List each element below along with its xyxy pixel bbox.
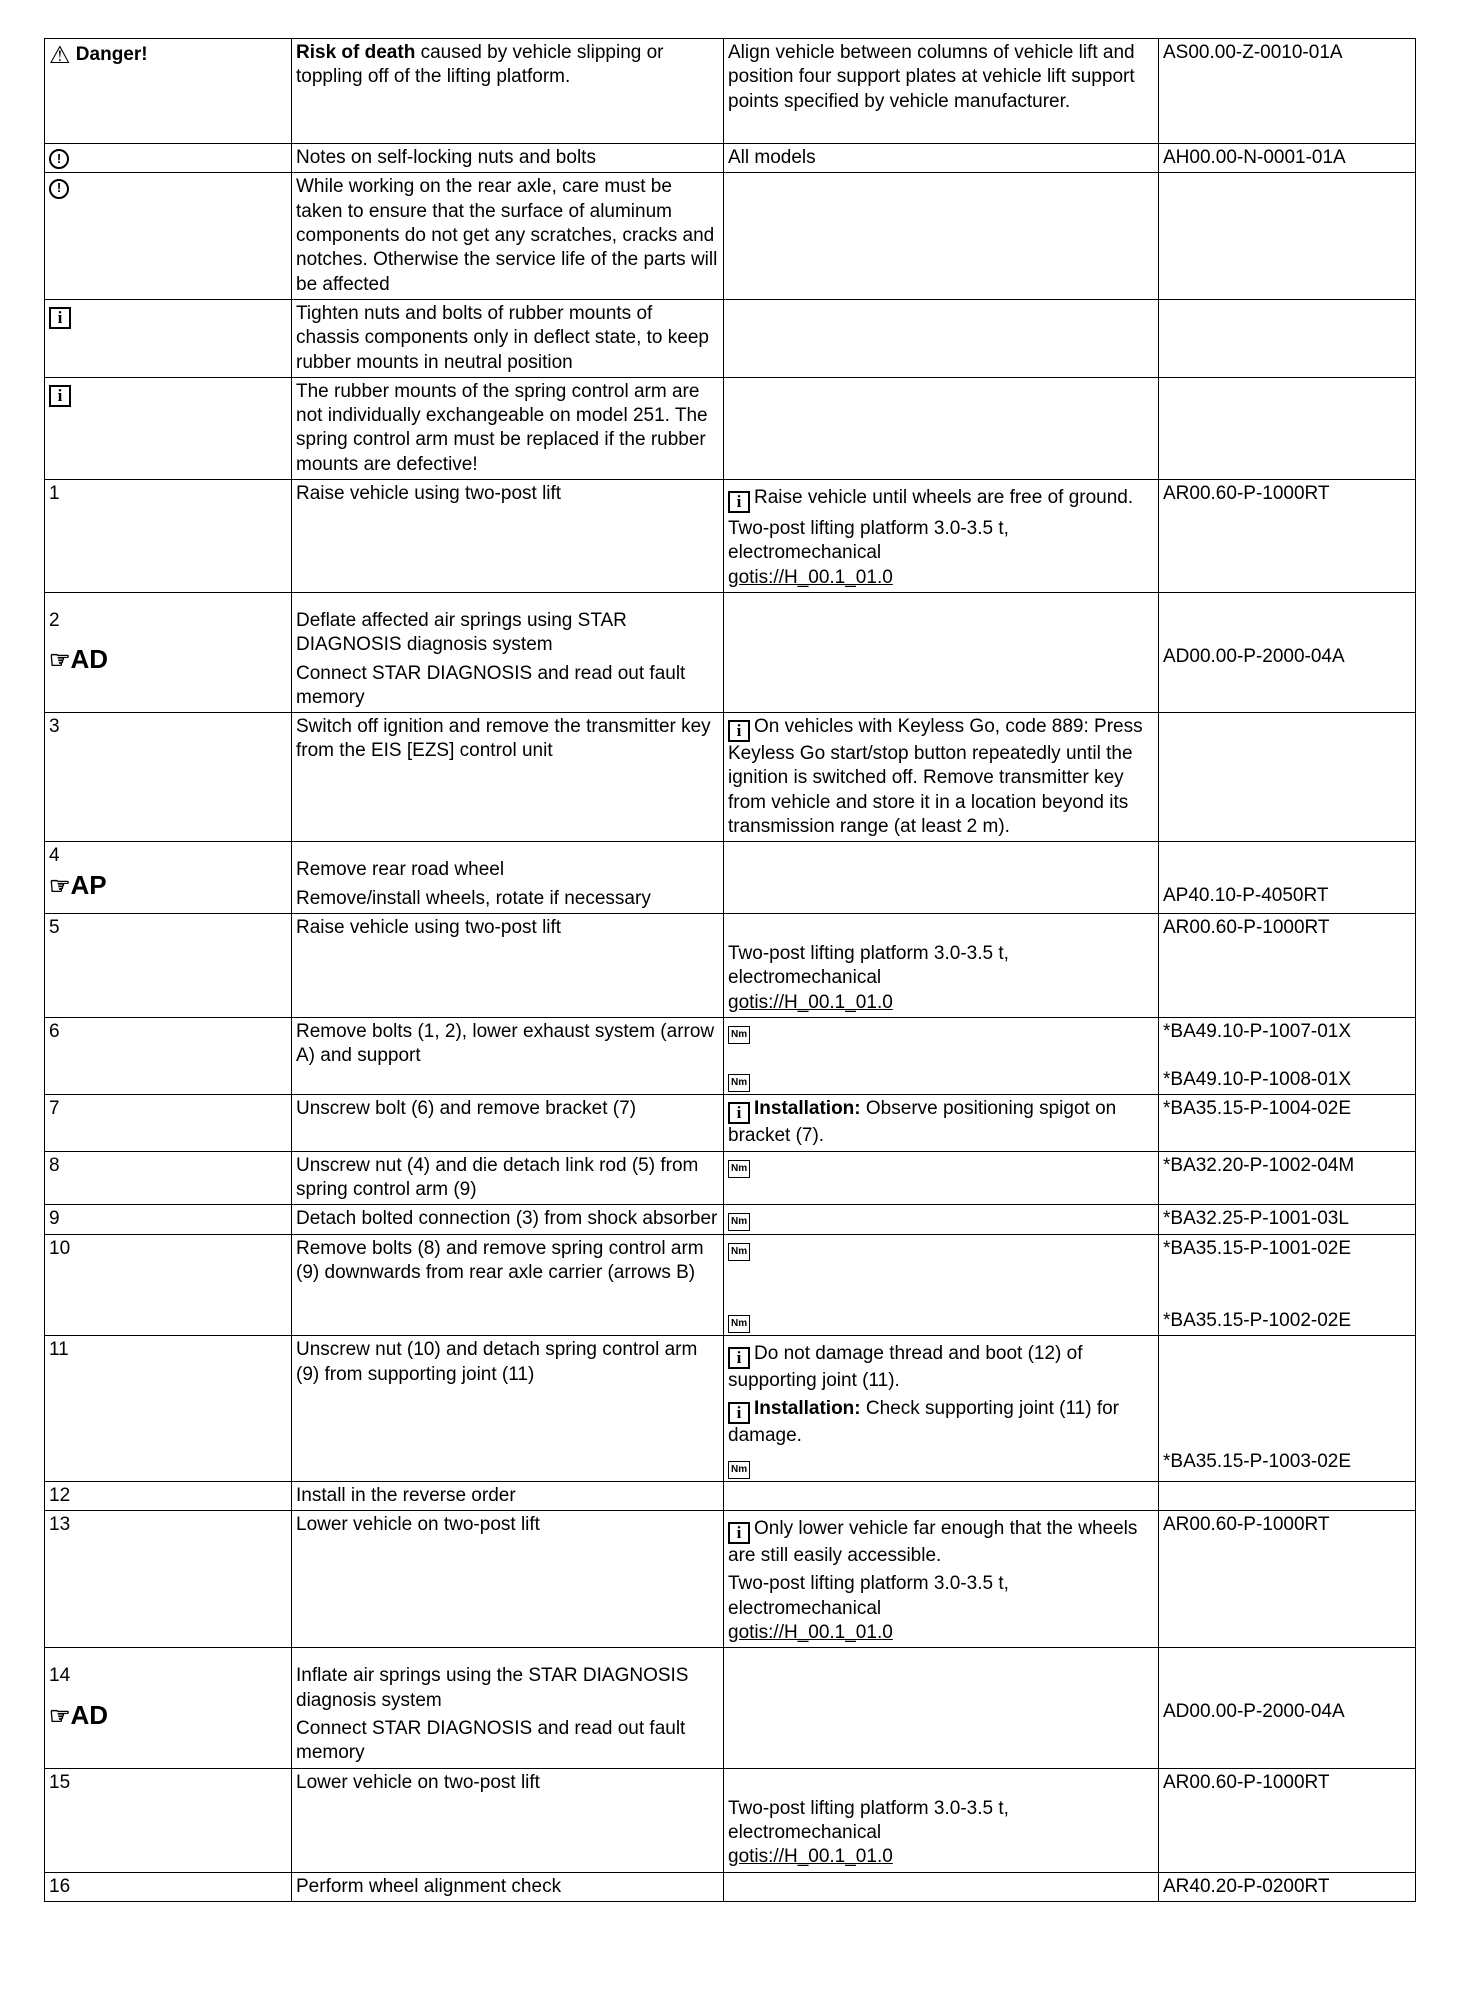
step-row [45, 1205, 1416, 1234]
step-row [45, 913, 1416, 1017]
danger-label: Danger! [75, 44, 148, 65]
step-row [45, 1151, 1416, 1205]
step-row [45, 1095, 1416, 1151]
step-ref: *BA35.15-P-1003-02E [1163, 1451, 1352, 1473]
step-number: 3 [45, 713, 292, 842]
step-text: Raise vehicle using two-post lift [292, 480, 724, 593]
step-row [45, 480, 1416, 593]
tool-text: Two-post lifting platform 3.0-3.5 t, electromechanical [728, 942, 1009, 989]
info-icon: i [728, 1402, 750, 1424]
risk-bold: Risk of death [296, 42, 416, 63]
info-icon: i [728, 1347, 750, 1369]
step-row [45, 713, 1416, 842]
info-row [45, 377, 1416, 479]
step-text: Remove bolts (1, 2), lower exhaust system (arrow A) and support [292, 1017, 724, 1095]
step-number: 15 [45, 1768, 292, 1872]
step-ref: AD00.00-P-2000-04A [1163, 645, 1345, 667]
step-ref: *BA49.10-P-1008-01X [1163, 1069, 1352, 1091]
step-text: Inflate air springs using the STAR DIAGNOSIS diagnosis system [296, 1665, 689, 1711]
note-row [45, 144, 1416, 173]
step-text: Lower vehicle on two-post lift [292, 1768, 724, 1872]
step-tag: AD [70, 644, 109, 675]
step-number: 5 [45, 913, 292, 1017]
step-ref: *BA49.10-P-1007-01X [1163, 1020, 1352, 1042]
note-text: The rubber mounts of the spring control arm are not individually exchangeable on model 251. The spring control arm must be replaced if the rubber mounts are defective! [292, 377, 724, 479]
step-info: Check supporting joint (11) for damage. [728, 1398, 1120, 1447]
installation-label: Installation: [754, 1398, 861, 1420]
step-number: 9 [45, 1205, 292, 1234]
info-row [45, 299, 1416, 377]
step-ref: *BA32.20-P-1002-04M [1159, 1151, 1416, 1205]
step-text: Perform wheel alignment check [292, 1872, 724, 1901]
step-tag: AP [70, 869, 107, 900]
step-number: 12 [45, 1481, 292, 1510]
danger-instruction: Align vehicle between columns of vehicle lift and position four support plates at vehicle lift support points specified by vehicle manufacturer. [724, 39, 1159, 144]
step-ref: AR00.60-P-1000RT [1159, 480, 1416, 593]
torque-icon: Nm [728, 1461, 750, 1479]
step-number: 13 [45, 1511, 292, 1648]
danger-ref: AS00.00-Z-0010-01A [1159, 39, 1416, 144]
warning-icon: ⚠ [49, 42, 71, 69]
step-text: Lower vehicle on two-post lift [292, 1511, 724, 1648]
step-number: 16 [45, 1872, 292, 1901]
note-icon: ! [49, 179, 69, 199]
step-ref: *BA32.25-P-1001-03L [1159, 1205, 1416, 1234]
risk-text: caused by vehicle slipping or toppling off of the lifting platform. [296, 42, 664, 88]
step-ref: *BA35.15-P-1004-02E [1159, 1095, 1416, 1151]
step-info: Observe positioning spigot on bracket (7). [728, 1098, 1117, 1147]
step-ref: AR00.60-P-1000RT [1159, 1511, 1416, 1648]
info-icon: i [49, 307, 71, 329]
risk-cell [292, 39, 724, 144]
step-text: Deflate affected air springs using STAR DIAGNOSIS diagnosis system [296, 609, 627, 656]
step-row [45, 1336, 1416, 1482]
step-info: On vehicles with Keyless Go, code 889: Press Keyless Go start/stop button repeatedly until the ignition is switched off. Remove transmitter key from vehicle and store it in a location beyond its transmission range (at least 2 m). [728, 716, 1143, 837]
torque-icon: Nm [728, 1243, 750, 1261]
step-row [45, 842, 1416, 914]
info-icon: i [728, 720, 750, 742]
tool-text: Two-post lifting platform 3.0-3.5 t, electromechanical [728, 517, 1009, 564]
info-icon: i [728, 1102, 750, 1124]
torque-icon: Nm [728, 1213, 750, 1231]
step-text: Remove rear road wheel [296, 859, 505, 881]
step-number: 10 [45, 1234, 292, 1336]
step-number: 7 [45, 1095, 292, 1151]
tool-link[interactable]: gotis://H_00.1_01.0 [728, 1846, 893, 1868]
step-number: 6 [45, 1017, 292, 1095]
step-ref: AD00.00-P-2000-04A [1163, 1701, 1345, 1723]
step-info: Do not damage thread and boot (12) of supporting joint (11). [728, 1343, 1083, 1392]
step-number: 8 [45, 1151, 292, 1205]
step-row [45, 1511, 1416, 1648]
step-number: 2 [49, 609, 60, 631]
step-text: Unscrew nut (4) and die detach link rod (5) from spring control arm (9) [292, 1151, 724, 1205]
step-row [45, 1234, 1416, 1336]
note-text: While working on the rear axle, care must be taken to ensure that the surface of aluminum components do not get any scratches, cracks and notches. Otherwise the service life of the parts will be affected [292, 173, 724, 300]
step-row [45, 1768, 1416, 1872]
pointing-hand-icon: ☞ [49, 1702, 71, 1730]
pointing-hand-icon: ☞ [49, 872, 71, 900]
step-subtext: Connect STAR DIAGNOSIS and read out fault memory [296, 1717, 686, 1764]
info-icon: i [49, 385, 71, 407]
procedure-table [44, 38, 1416, 1902]
step-number: 11 [45, 1336, 292, 1482]
step-text: Unscrew nut (10) and detach spring control arm (9) from supporting joint (11) [292, 1336, 724, 1482]
torque-icon: Nm [728, 1315, 750, 1333]
tool-text: Two-post lifting platform 3.0-3.5 t, electromechanical [728, 1573, 1009, 1619]
step-row [45, 1872, 1416, 1901]
note-text: Tighten nuts and bolts of rubber mounts of chassis components only in deflect state, to keep rubber mounts in neutral position [292, 299, 724, 377]
danger-cell [45, 39, 292, 144]
step-info: Only lower vehicle far enough that the wheels are still easily accessible. [728, 1518, 1138, 1567]
note-text: Notes on self-locking nuts and bolts [292, 144, 724, 173]
step-ref: AP40.10-P-4050RT [1163, 885, 1329, 907]
info-icon: i [728, 491, 750, 513]
step-ref: AR40.20-P-0200RT [1159, 1872, 1416, 1901]
step-info: Raise vehicle until wheels are free of ground. [754, 487, 1134, 509]
note-detail: All models [724, 144, 1159, 173]
step-text: Unscrew bolt (6) and remove bracket (7) [292, 1095, 724, 1151]
step-tag: AD [70, 1699, 109, 1730]
step-number: 1 [45, 480, 292, 593]
step-row [45, 1017, 1416, 1095]
danger-row [45, 39, 1416, 144]
pointing-hand-icon: ☞ [49, 647, 71, 675]
step-subtext: Connect STAR DIAGNOSIS and read out fault memory [296, 662, 686, 708]
step-text: Detach bolted connection (3) from shock absorber [292, 1205, 724, 1234]
tool-link[interactable]: gotis://H_00.1_01.0 [728, 566, 893, 588]
step-ref: *BA35.15-P-1001-02E [1163, 1237, 1352, 1259]
installation-label: Installation: [754, 1098, 861, 1120]
step-text: Switch off ignition and remove the transmitter key from the EIS [EZS] control unit [292, 713, 724, 842]
step-text: Install in the reverse order [292, 1481, 724, 1510]
step-subtext: Remove/install wheels, rotate if necessary [296, 887, 651, 909]
step-row [45, 592, 1416, 712]
tool-link[interactable]: gotis://H_00.1_01.0 [728, 991, 893, 1013]
torque-icon: Nm [728, 1074, 750, 1092]
step-number: 4 [49, 845, 60, 867]
step-row [45, 1648, 1416, 1768]
note-row [45, 173, 1416, 300]
torque-icon: Nm [728, 1160, 750, 1178]
step-number: 14 [49, 1665, 71, 1687]
step-text: Remove bolts (8) and remove spring control arm (9) downwards from rear axle carrier (arrows B) [292, 1234, 724, 1336]
step-text: Raise vehicle using two-post lift [292, 913, 724, 1017]
step-ref: *BA35.15-P-1002-02E [1163, 1309, 1352, 1331]
tool-link[interactable]: gotis://H_00.1_01.0 [728, 1622, 893, 1643]
note-icon: ! [49, 149, 69, 169]
note-ref: AH00.00-N-0001-01A [1159, 144, 1416, 173]
torque-icon: Nm [728, 1026, 750, 1044]
step-ref: AR00.60-P-1000RT [1159, 1768, 1416, 1872]
tool-text: Two-post lifting platform 3.0-3.5 t, electromechanical [728, 1797, 1009, 1843]
step-row [45, 1481, 1416, 1510]
info-icon: i [728, 1522, 750, 1544]
step-ref: AR00.60-P-1000RT [1159, 913, 1416, 1017]
